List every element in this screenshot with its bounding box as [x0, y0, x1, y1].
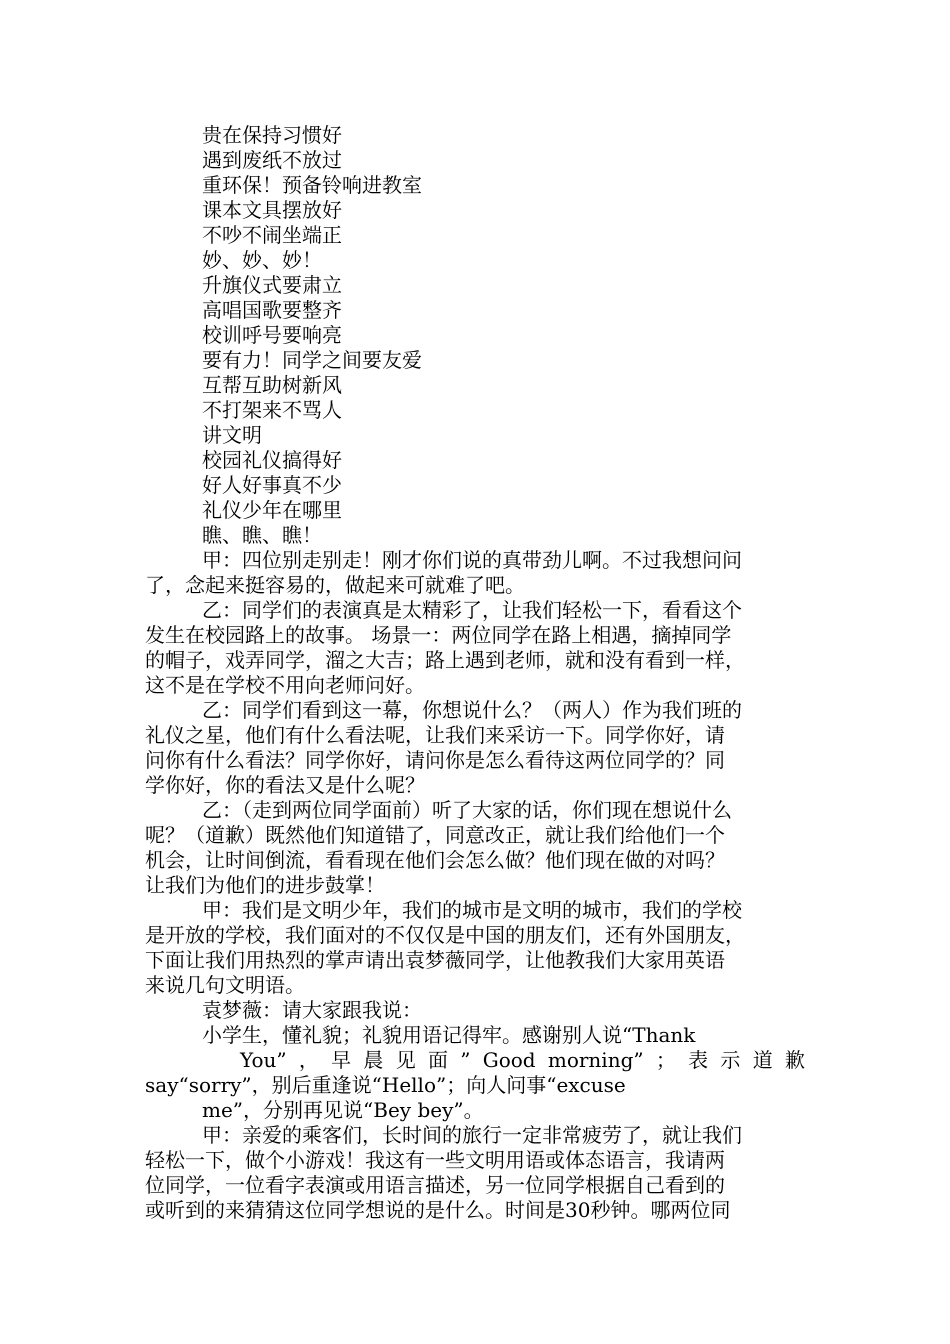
word: ，: [298, 1048, 319, 1072]
verse-line: 互帮互助树新风: [202, 373, 342, 397]
verse-line: 要有力！同学之间要友爱: [202, 348, 422, 372]
paragraph-line: 这不是在学校不用向老师问好。: [145, 673, 425, 697]
verse-line: 重环保！预备铃响进教室: [202, 173, 422, 197]
paragraph-line: 问你有什么看法？同学你好，请问你是怎么看待这两位同学的？同: [145, 748, 725, 772]
paragraph-line: say“sorry”，别后重逢说“Hello”；向人问事“excuse: [145, 1073, 626, 1097]
justified-line: [240, 1048, 805, 1073]
word: ”: [460, 1048, 471, 1072]
word: 面: [427, 1048, 448, 1072]
paragraph-line: 甲：我们是文明少年，我们的城市是文明的城市，我们的学校: [202, 898, 742, 922]
word: ；: [655, 1048, 676, 1072]
paragraph-line: 发生在校园路上的故事。 场景一：两位同学在路上相遇，摘掉同学: [145, 623, 732, 647]
verse-line: 好人好事真不少: [202, 473, 342, 497]
verse-line: 高唱国歌要整齐: [202, 298, 342, 322]
paragraph-line: 来说几句文明语。: [145, 973, 305, 997]
word: 早: [331, 1048, 352, 1072]
verse-line: 不吵不闹坐端正: [202, 223, 342, 247]
paragraph-line: 的帽子，戏弄同学，溜之大吉；路上遇到老师，就和没有看到一样，: [145, 648, 745, 672]
paragraph-line: 甲：四位别走别走！刚才你们说的真带劲儿啊。不过我想问问: [202, 548, 742, 572]
word: morning”: [547, 1048, 644, 1072]
verse-line: 课本文具摆放好: [202, 198, 342, 222]
word: 示: [720, 1048, 741, 1072]
verse-line: 瞧、瞧、瞧！: [202, 523, 322, 547]
paragraph-line: 礼仪之星，他们有什么看法呢，让我们来采访一下。同学你好，请: [145, 723, 725, 747]
paragraph-line: 袁梦薇：请大家跟我说：: [202, 998, 422, 1022]
paragraph-line: 下面让我们用热烈的掌声请出袁梦薇同学，让他教我们大家用英语: [145, 948, 725, 972]
verse-line: 贵在保持习惯好: [202, 123, 342, 147]
paragraph-line: 乙：同学们的表演真是太精彩了，让我们轻松一下，看看这个: [202, 598, 742, 622]
word: Good: [482, 1048, 536, 1072]
word: 道: [752, 1048, 773, 1072]
paragraph-line: 让我们为他们的进步鼓掌！: [145, 873, 385, 897]
word: 见: [395, 1048, 416, 1072]
paragraph-line: 机会，让时间倒流，看看现在他们会怎么做？他们现在做的对吗？: [145, 848, 725, 872]
paragraph-line: 轻松一下，做个小游戏！我这有一些文明用语或体态语言，我请两: [145, 1148, 725, 1172]
verse-line: 校训呼号要响亮: [202, 323, 342, 347]
verse-line: 校园礼仪搞得好: [202, 448, 342, 472]
verse-line: 讲文明: [202, 423, 262, 447]
paragraph-line: 呢？（道歉）既然他们知道错了，同意改正，就让我们给他们一个: [145, 823, 725, 847]
word: You”: [240, 1048, 287, 1072]
paragraph-line: 甲：亲爱的乘客们，长时间的旅行一定非常疲劳了，就让我们: [202, 1123, 742, 1147]
paragraph-line: 小学生，懂礼貌；礼貌用语记得牢。感谢别人说“Thank: [202, 1023, 696, 1047]
word: 歉: [784, 1048, 805, 1072]
paragraph-line: 乙：同学们看到这一幕，你想说什么？（两人）作为我们班的: [202, 698, 742, 722]
paragraph-line: 位同学，一位看字表演或用语言描述，另一位同学根据自己看到的: [145, 1173, 725, 1197]
word: 表: [688, 1048, 709, 1072]
paragraph-line: 是开放的学校，我们面对的不仅仅是中国的朋友们，还有外国朋友，: [145, 923, 745, 947]
paragraph-line: me”，分别再见说“Bey bey”。: [202, 1098, 484, 1122]
verse-line: 妙、妙、妙！: [202, 248, 322, 272]
paragraph-line: 或听到的来猜猜这位同学想说的是什么。时间是30秒钟。哪两位同: [145, 1198, 731, 1222]
paragraph-line: 乙：（走到两位同学面前）听了大家的话，你们现在想说什么: [202, 798, 732, 822]
verse-line: 不打架来不骂人: [202, 398, 342, 422]
verse-line: 礼仪少年在哪里: [202, 498, 342, 522]
word: 晨: [363, 1048, 384, 1072]
paragraph-line: 了，念起来挺容易的，做起来可就难了吧。: [145, 573, 525, 597]
paragraph-line: 学你好，你的看法又是什么呢？: [145, 773, 425, 797]
verse-line: 遇到废纸不放过: [202, 148, 342, 172]
verse-line: 升旗仪式要肃立: [202, 273, 342, 297]
